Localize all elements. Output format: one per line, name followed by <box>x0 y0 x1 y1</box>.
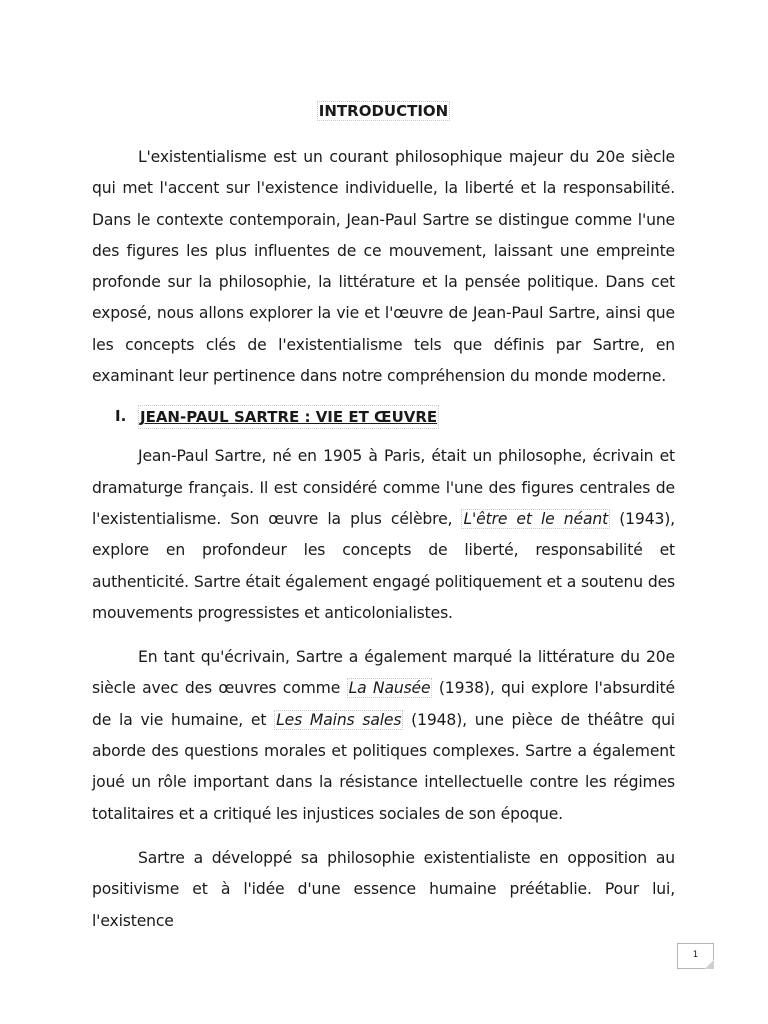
writer-text-before: En tant qu'écrivain, Sartre a également marqué la littérature du 20e siècle avec des œuvres comme <box>92 648 675 698</box>
intro-paragraph: L'existentialisme est un courant philosophique majeur du 20e siècle qui met l'accent sur l'existence individuelle, la liberté et la responsabilité. Dans le contexte contemporain, Jean-Paul Sartre se distingue comme l'une des figures les plus influentes de ce mouvement, laissant une empreinte profonde sur la philosophie, la littérature et la pensée politique. Dans cet exposé, nous allons explorer la vie et l'œuvre de Jean-Paul Sartre, ainsi que les concepts clés de l'existentialisme tels que définis par Sartre, en examinant leur pertinence dans notre compréhension du monde moderne. <box>92 148 675 386</box>
philosophy-paragraph: Sartre a développé sa philosophie existentialiste en opposition au positivisme et à l'idée d'une essence humaine préétablie. Pour lui, l'existence <box>92 848 675 930</box>
writer-paragraph <box>92 642 675 830</box>
writer-text-after: (1948), une pièce de théâtre qui aborde des questions morales et politiques complexes. Sartre a également joué un rôle important dans la résistance intellectuelle contre les régimes totalitaires et a critiqué les injustices sociales de son époque. <box>92 710 675 823</box>
section-title: JEAN-PAUL SARTRE : VIE ET ŒUVRE <box>138 405 439 429</box>
page-number: 1 <box>692 950 699 960</box>
section-heading <box>92 405 675 429</box>
page-curl-icon <box>705 960 714 969</box>
work-title-etre-et-neant: L'être et le néant <box>463 509 609 528</box>
work-title-les-mains-sales: Les Mains sales <box>276 710 402 729</box>
biography-text-before: Jean-Paul Sartre, né en 1905 à Paris, était un philosophe, écrivain et dramaturge français. Il est considéré comme l'une des figures centrales de l'existentialisme. Son œuvre la plus célèbre, <box>92 447 675 528</box>
introduction-heading: INTRODUCTION <box>318 102 449 120</box>
page-number-box <box>677 943 714 969</box>
writer-text-middle: (1938), qui explore l'absurdité de la vie humaine, et <box>92 679 675 729</box>
work-title-la-nausee: La Nausée <box>348 679 431 698</box>
section-number: I. <box>115 407 127 426</box>
biography-text-after: (1943), explore en profondeur les concepts de liberté, responsabilité et authenticité. Sartre était également engagé politiquement et a soutenu des mouvements progressistes et anticolonialistes. <box>92 509 675 622</box>
biography-paragraph <box>92 441 675 629</box>
page-title <box>92 100 675 122</box>
page-content <box>92 100 675 937</box>
